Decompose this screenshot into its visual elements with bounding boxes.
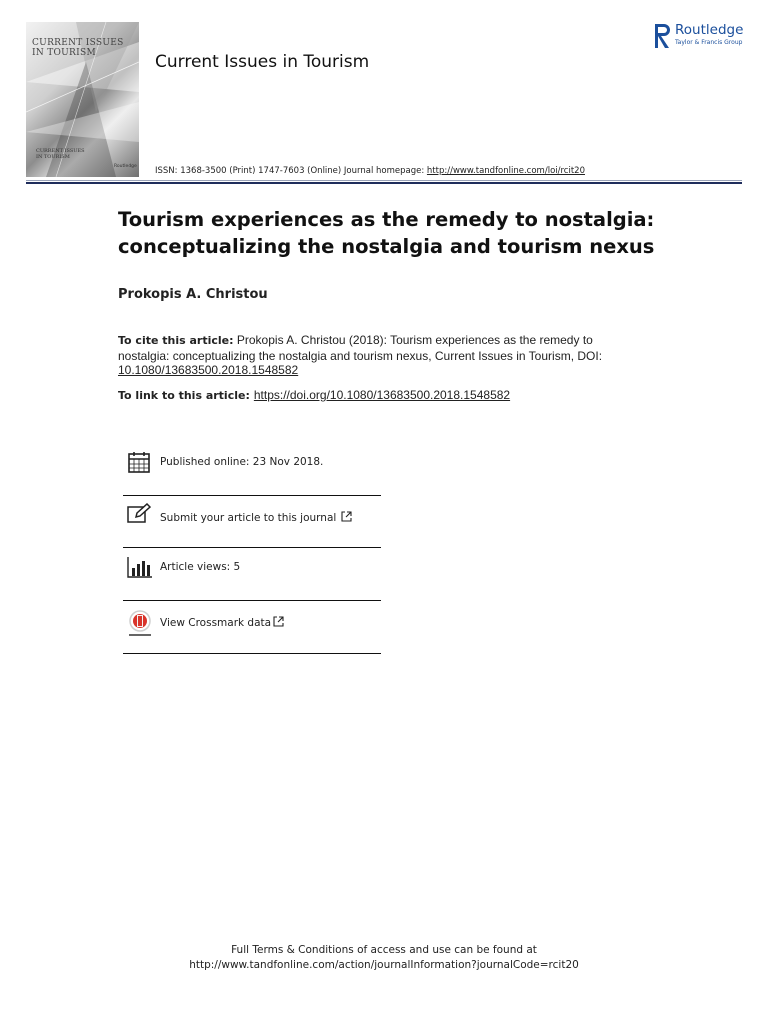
cover-small-title — [36, 149, 86, 160]
publisher-name: Routledge — [675, 22, 744, 38]
crossmark-link[interactable] — [160, 616, 284, 629]
published-date: Published online: 23 Nov 2018. — [160, 456, 324, 468]
views-row — [123, 548, 381, 600]
article-title: Tourism experiences as the remedy to nostalgia: conceptualizing the nostalgia and tourism nexus — [118, 208, 655, 258]
article-author: Prokopis A. Christou — [118, 287, 268, 302]
calendar-icon — [127, 450, 151, 474]
article-doi-link[interactable]: https://doi.org/10.1080/13683500.2018.1548582 — [253, 388, 511, 402]
cover-small-title-line1: CURRENT ISSUES — [36, 148, 85, 154]
publisher-logo[interactable] — [654, 22, 750, 50]
journal-cover-image — [26, 22, 139, 177]
cover-publisher: Routledge — [114, 164, 137, 169]
cover-title-line1: CURRENT ISSUES — [32, 38, 124, 48]
terms-footer — [0, 943, 768, 973]
submit-label: Submit your article to this journal — [160, 512, 337, 524]
terms-text: Full Terms & Conditions of access and use can be found at — [231, 944, 537, 956]
journal-homepage-link[interactable]: http://www.tandfonline.com/loi/rcit20 — [426, 166, 585, 176]
info-divider — [123, 653, 381, 654]
external-link-icon — [341, 511, 352, 522]
cover-small-title-line2: IN TOURISM — [36, 153, 70, 160]
cite-text: Prokopis A. Christou (2018): Tourism experiences as the remedy to nostalgia: conceptualizing the nostalgia and tourism nexus, Current Issues in Tourism, DOI: — [118, 333, 603, 363]
crossmark-label: View Crossmark data — [160, 617, 272, 629]
cover-title-line2: IN TOURISM — [32, 48, 96, 58]
publisher-subtitle: Taylor & Francis Group — [675, 39, 743, 46]
cite-label: To cite this article: — [118, 334, 234, 347]
header-rule-thin — [26, 180, 742, 181]
submit-row[interactable] — [123, 496, 381, 548]
link-line — [118, 388, 510, 402]
submit-article-link[interactable] — [160, 511, 352, 524]
external-link-icon — [273, 616, 284, 627]
crossmark-row[interactable] — [123, 601, 381, 653]
header-rule — [26, 182, 742, 184]
routledge-r-icon — [654, 22, 672, 50]
bar-chart-icon — [127, 556, 153, 578]
issn-text: ISSN: 1368-3500 (Print) 1747-7603 (Online) Journal homepage: — [155, 166, 427, 176]
published-row — [123, 440, 381, 492]
citation-block — [118, 333, 638, 378]
article-views: Article views: 5 — [160, 561, 241, 573]
journal-title: Current Issues in Tourism — [155, 52, 370, 72]
issn-line — [155, 166, 585, 176]
link-label: To link to this article: — [118, 389, 250, 402]
edit-icon — [127, 503, 151, 525]
cite-doi-link[interactable]: 10.1080/13683500.2018.1548582 — [118, 363, 299, 377]
terms-link[interactable]: http://www.tandfonline.com/action/journalInformation?journalCode=rcit20 — [189, 959, 579, 971]
crossmark-icon — [127, 610, 153, 638]
cover-title — [32, 38, 132, 58]
